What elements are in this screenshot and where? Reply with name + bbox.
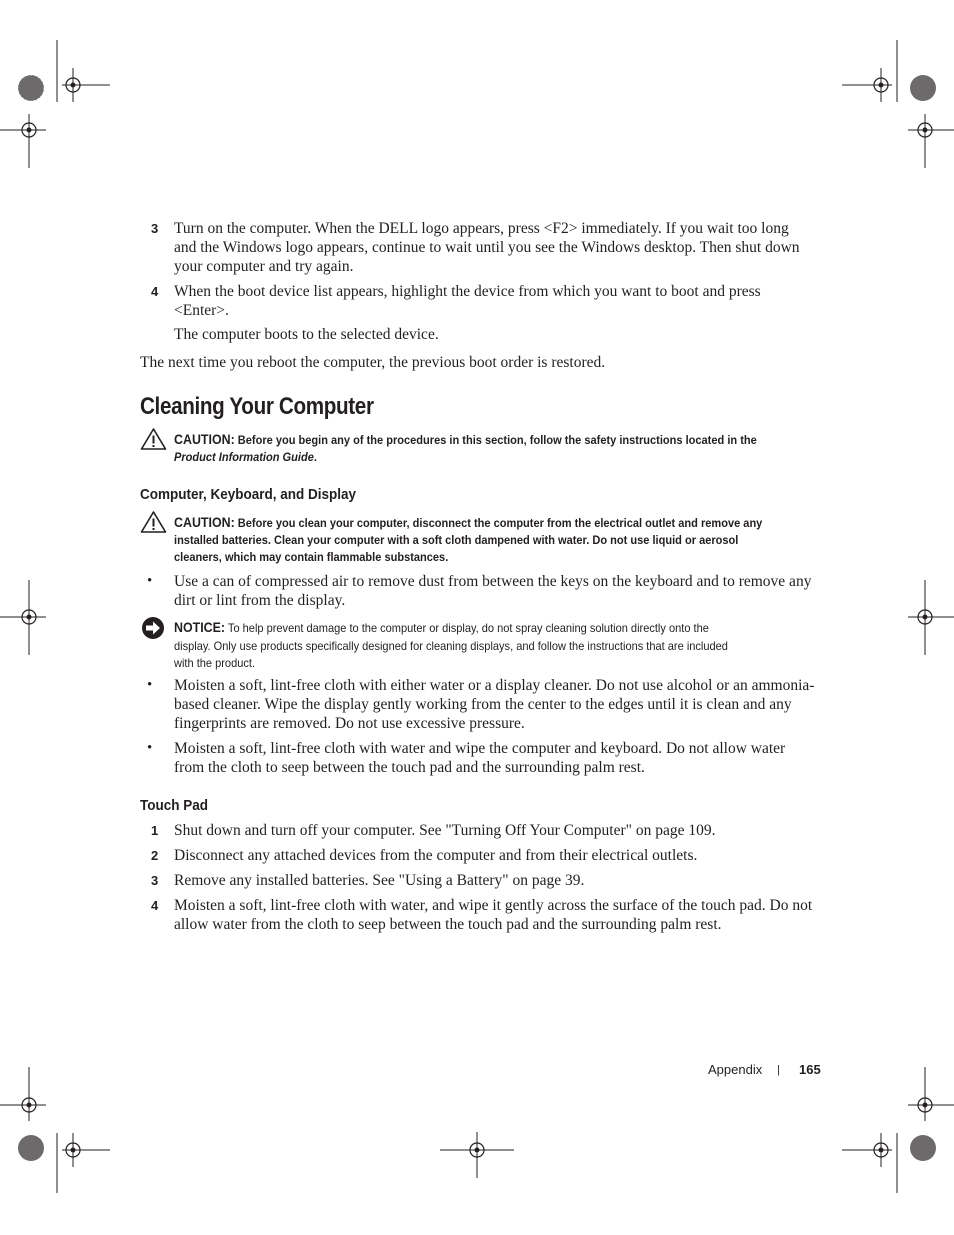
bullet-dot-icon: •	[147, 573, 153, 589]
footer-separator: |	[777, 1064, 780, 1076]
step-text: Shut down and turn off your computer. See "Turning Off Your Computer" on page 109.	[174, 822, 716, 839]
caution-note: CAUTION: Before you begin any of the procedures in this section, follow the safety instructions located in the Product Information Guide.	[174, 432, 757, 464]
step-text: Turn on the computer. When the DELL logo appears, press <F2> immediately. If you wait too long and the Windows logo appears, continue to wait until you see the Windows desktop. Then shut down your computer and try again.	[174, 220, 800, 275]
list-item: Use a can of compressed air to remove dust from between the keys on the keyboard and to remove any dirt or lint from the display.	[174, 573, 812, 609]
registration-mark-mid-right	[904, 580, 954, 655]
guide-title: Product Information Guide	[174, 450, 314, 464]
bullet-dot-icon: •	[147, 677, 153, 693]
step-number: 4	[151, 898, 159, 913]
step-text: When the boot device list appears, highlight the device from which you want to boot and press <Enter>.	[174, 283, 761, 319]
step-text: Moisten a soft, lint-free cloth with water, and wipe it gently across the surface of the touch pad. Do not allow water from the cloth to seep between the touch pad and the surrounding palm rest.	[174, 897, 813, 933]
registration-mark-top-right	[834, 40, 954, 170]
step-text: Remove any installed batteries. See "Using a Battery" on page 39.	[174, 872, 585, 889]
caution-triangle-icon	[140, 427, 167, 451]
boot-order-note: The next time you reboot the computer, the previous boot order is restored.	[140, 354, 606, 371]
registration-mark-mid-left	[0, 580, 50, 655]
step-number: 2	[151, 848, 159, 863]
step-number: 3	[151, 873, 159, 888]
registration-mark-top-left	[0, 40, 120, 170]
section-heading: Touch Pad	[140, 797, 209, 814]
caution-triangle-icon	[140, 510, 167, 534]
registration-mark-bottom-center	[437, 1130, 517, 1180]
step-number: 3	[151, 221, 159, 236]
notice-arrow-icon	[141, 616, 165, 640]
registration-mark-bottom-left	[0, 1065, 120, 1195]
section-heading: Computer, Keyboard, and Display	[140, 486, 357, 503]
list-item: Moisten a soft, lint-free cloth with either water or a display cleaner. Do not use alcohol or an ammonia- based cleaner. Wipe the display gently working from the center to the edges until it is clean and any fingerprints are removed. Do not use excessive pressure.	[174, 677, 815, 732]
page-number: 165	[799, 1062, 821, 1077]
step-number: 1	[151, 823, 159, 838]
step-text: Disconnect any attached devices from the computer and from their electrical outlets.	[174, 847, 698, 864]
caution-note: CAUTION: Before you clean your computer, disconnect the computer from the electrical outlet and remove any installed batteries. Clean your computer with a soft cloth dampened with water. Do not use liquid or aerosol cleaners, which may contain flammable substances.	[174, 515, 763, 564]
registration-mark-bottom-right	[834, 1065, 954, 1195]
bullet-dot-icon: •	[147, 740, 153, 756]
notice-note: NOTICE: To help prevent damage to the computer or display, do not spray cleaning solution directly onto the display. Only use products specifically designed for cleaning displays, and follow the instructions that are included with the product.	[174, 620, 728, 670]
footer-section: Appendix	[708, 1062, 763, 1077]
step-result: The computer boots to the selected device.	[174, 326, 439, 343]
list-item: Moisten a soft, lint-free cloth with water and wipe the computer and keyboard. Do not allow water from the cloth to seep between the touch pad and the surrounding palm rest.	[174, 740, 786, 776]
page-title: Cleaning Your Computer	[140, 393, 374, 420]
step-number: 4	[151, 284, 159, 299]
